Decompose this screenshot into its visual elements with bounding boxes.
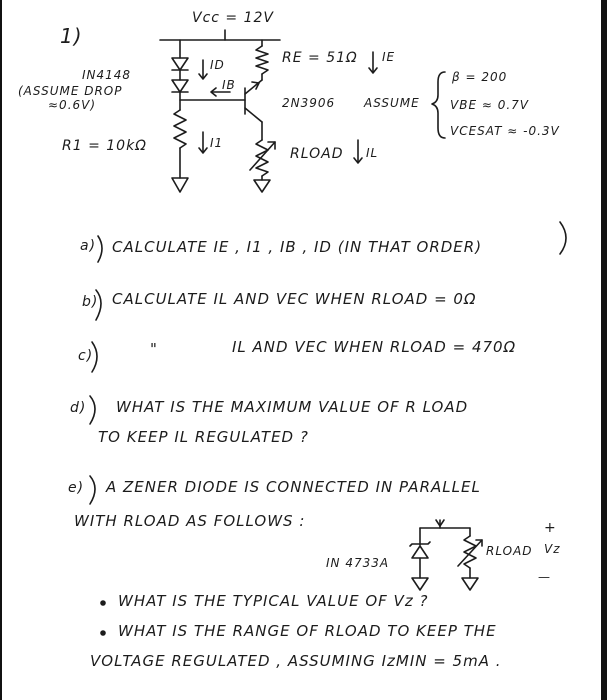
- question-c-text: IL AND VEC WHEN RLOAD = 470Ω: [232, 338, 517, 356]
- i1-label: I1: [210, 136, 224, 150]
- diode-icon-1: [172, 58, 188, 70]
- question-c-letter: c): [78, 348, 94, 364]
- question-d-letter: d): [70, 400, 87, 416]
- zener-part-label: IN 4733A: [326, 556, 390, 570]
- minus-sign: —: [538, 570, 551, 584]
- question-e-line1: A ZENER DIODE IS CONNECTED IN PARALLEL: [106, 478, 481, 496]
- bullet-icon-2: [101, 631, 105, 635]
- resistor-rload-icon: [256, 140, 268, 176]
- diode-icon-2: [172, 80, 188, 92]
- resistor-re-icon: [256, 46, 268, 74]
- vcesat-label: VCESAT ≈ -0.3V: [450, 124, 560, 138]
- problem-number: 1): [60, 24, 83, 48]
- ib-label: IB: [222, 78, 236, 92]
- bullet-1-text: WHAT IS THE TYPICAL VALUE OF Vz ?: [118, 592, 429, 610]
- vz-label: Vz: [544, 542, 561, 556]
- diode-note-2: ≈0.6V): [48, 98, 97, 112]
- assume-brace: [432, 72, 445, 138]
- resistor-r1-icon: [174, 110, 186, 148]
- diode-note-1: (ASSUME DROP: [18, 84, 123, 98]
- question-a-text: CALCULATE IE , I1 , IB , ID (IN THAT ORDER): [112, 238, 483, 256]
- ground-icon-4: [462, 578, 478, 590]
- bullet-icon-1: [101, 601, 105, 605]
- question-a-letter: a): [80, 238, 97, 254]
- beta-label: β = 200: [452, 70, 508, 84]
- rload-label: RLOAD: [290, 146, 344, 162]
- ground-icon-2: [254, 180, 270, 192]
- zener-rload-label: RLOAD: [486, 544, 533, 558]
- r1-label: R1 = 10kΩ: [62, 138, 147, 154]
- zener-diode-icon: [412, 546, 428, 558]
- vbe-label: VBE ≈ 0.7V: [450, 98, 529, 112]
- transistor-label: 2N3906: [282, 96, 336, 110]
- il-label: IL: [366, 146, 379, 160]
- diode-part-label: IN4148: [82, 68, 132, 82]
- ground-icon-1: [172, 178, 188, 192]
- bullet-2-line1: WHAT IS THE RANGE OF RLOAD TO KEEP THE: [118, 622, 497, 640]
- plus-sign: +: [544, 520, 557, 536]
- vcc-label: Vcc = 12V: [192, 10, 274, 26]
- question-c-ditto: ": [150, 340, 158, 358]
- re-label: RE = 51Ω: [282, 50, 358, 66]
- ground-icon-3: [412, 578, 428, 590]
- bullet-2-line2: VOLTAGE REGULATED , ASSUMING IzMIN = 5mA .: [90, 652, 502, 670]
- ie-label: IE: [382, 50, 396, 64]
- id-label: ID: [210, 58, 225, 72]
- question-d-line2: TO KEEP IL REGULATED ?: [98, 428, 309, 446]
- assume-label: ASSUME: [364, 96, 420, 110]
- question-e-letter: e): [68, 480, 85, 496]
- question-d-line1: WHAT IS THE MAXIMUM VALUE OF R LOAD: [116, 398, 469, 416]
- question-e-line2: WITH RLOAD AS FOLLOWS :: [74, 512, 306, 530]
- question-b-letter: b): [82, 294, 99, 310]
- question-b-text: CALCULATE IL AND VEC WHEN RLOAD = 0Ω: [112, 290, 477, 308]
